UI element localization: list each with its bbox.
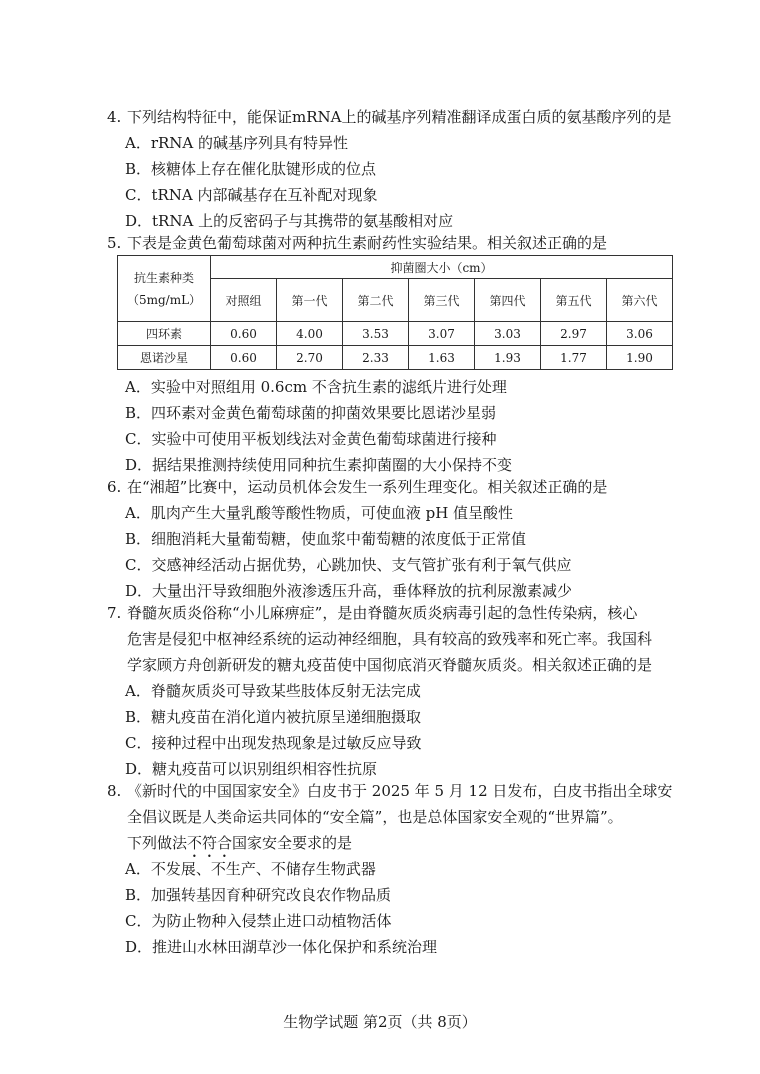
corner-line-1: 抗生素种类	[133, 270, 194, 285]
question-number: 4.	[107, 108, 122, 126]
column-header: 第六代	[607, 279, 673, 322]
option-a: A．不发展、不生产、不储存生物武器	[125, 860, 376, 878]
stem-text: 《新时代的中国国家安全》白皮书于 2025 年 5 月 12 日发布，白皮书指出全球安	[127, 782, 673, 800]
option-b: B．加强转基因育种研究改良农作物品质	[125, 886, 392, 904]
question-stem	[107, 778, 677, 804]
column-header: 对照组	[211, 279, 277, 322]
option-c: C．实验中可使用平板划线法对金黄色葡萄球菌进行接种	[125, 430, 497, 448]
table-cell: 1.77	[541, 346, 607, 370]
row-header: 四环素	[118, 322, 211, 346]
table-cell: 0.60	[211, 322, 277, 346]
question-7	[107, 600, 677, 782]
stem-continuation: 全倡议既是人类命运共同体的“安全篇”，也是总体国家安全观的“世界篇”。	[127, 808, 623, 826]
table-cell: 2.97	[541, 322, 607, 346]
question-6	[107, 474, 677, 604]
option-b: B．糖丸疫苗在消化道内被抗原呈递细胞摄取	[125, 708, 422, 726]
table-cell: 1.63	[409, 346, 475, 370]
page-footer: 生物学试题 第2页（共 8页）	[283, 1013, 477, 1031]
question-5	[107, 230, 677, 256]
emphasized-text: 不符合	[187, 834, 233, 852]
question-number: 7.	[107, 604, 122, 622]
table-cell: 1.93	[475, 346, 541, 370]
corner-line-2: （5mg/mL）	[126, 292, 202, 307]
stem-text: 下列结构特征中，能保证mRNA上的碱基序列精准翻译成蛋白质的氨基酸序列的是	[127, 108, 672, 126]
table-cell: 2.70	[277, 346, 343, 370]
column-header: 第四代	[475, 279, 541, 322]
table-row	[118, 346, 673, 370]
table-cell: 3.07	[409, 322, 475, 346]
option-c: C．为防止物种入侵禁止进口动植物活体	[125, 912, 392, 930]
question-8	[107, 778, 677, 960]
stem-text: 下表是金黄色葡萄球菌对两种抗生素耐药性实验结果。相关叙述正确的是	[127, 234, 608, 252]
question-stem	[107, 230, 677, 256]
row-header: 恩诺沙星	[118, 346, 211, 370]
option-a: A．rRNA 的碱基序列具有特异性	[125, 134, 349, 152]
stem-text: 下列做法	[127, 834, 188, 852]
column-header: 第二代	[343, 279, 409, 322]
column-header: 第三代	[409, 279, 475, 322]
option-d: D．tRNA 上的反密码子与其携带的氨基酸相对应	[125, 212, 454, 230]
option-d: D．推进山水林田湖草沙一体化保护和系统治理	[125, 938, 438, 956]
stem-continuation: 危害是侵犯中枢神经系统的运动神经细胞，具有较高的致残率和死亡率。我国科	[127, 630, 653, 648]
question-number: 6.	[107, 478, 122, 496]
option-b: B．核糖体上存在催化肽键形成的位点	[125, 160, 377, 178]
stem-text: 脊髓灰质炎俗称“小儿麻痹症”，是由脊髓灰质炎病毒引起的急性传染病，核心	[127, 604, 638, 622]
question-number: 5.	[107, 234, 122, 252]
question-stem	[107, 104, 677, 130]
table-corner-header	[118, 256, 211, 322]
group-header: 抑菌圈大小（cm）	[211, 256, 673, 279]
stem-text: 国家安全要求的是	[232, 834, 353, 852]
option-b: B．四环素对金黄色葡萄球菌的抑菌效果要比恩诺沙星弱	[125, 404, 497, 422]
table-row	[118, 322, 673, 346]
option-d: D．糖丸疫苗可以识别组织相容性抗原	[125, 760, 378, 778]
option-d: D．大量出汗导致细胞外液渗透压升高，垂体释放的抗利尿激素减少	[125, 582, 573, 600]
table-cell: 3.03	[475, 322, 541, 346]
option-c: C．交感神经活动占据优势，心跳加快、支气管扩张有利于氧气供应	[125, 556, 572, 574]
table-cell: 3.06	[607, 322, 673, 346]
option-a: A．肌肉产生大量乳酸等酸性物质，可使血液 pH 值呈酸性	[125, 504, 514, 522]
stem-text: 在“湘超”比赛中，运动员机体会发生一系列生理变化。相关叙述正确的是	[127, 478, 608, 496]
results-table	[117, 255, 673, 370]
option-c: C．接种过程中出现发热现象是过敏反应导致	[125, 734, 422, 752]
question-4	[107, 104, 677, 234]
table-cell: 1.90	[607, 346, 673, 370]
stem-continuation: 学家顾方舟创新研发的糖丸疫苗使中国彻底消灭脊髓灰质炎。相关叙述正确的是	[127, 656, 653, 674]
option-a: A．实验中对照组用 0.6cm 不含抗生素的滤纸片进行处理	[125, 378, 507, 396]
option-b: B．细胞消耗大量葡萄糖，使血浆中葡萄糖的浓度低于正常值	[125, 530, 527, 548]
table-cell: 3.53	[343, 322, 409, 346]
column-header: 第五代	[541, 279, 607, 322]
stem-continuation	[107, 830, 677, 856]
option-a: A．脊髓灰质炎可导致某些肢体反射无法完成	[125, 682, 421, 700]
option-c: C．tRNA 内部碱基存在互补配对现象	[125, 186, 378, 204]
table-cell: 2.33	[343, 346, 409, 370]
option-d: D．据结果推测持续使用同种抗生素抑菌圈的大小保持不变	[125, 456, 513, 474]
question-5-options	[107, 374, 677, 478]
column-header: 第一代	[277, 279, 343, 322]
table-cell: 0.60	[211, 346, 277, 370]
question-stem	[107, 474, 677, 500]
question-stem	[107, 600, 677, 626]
table-cell: 4.00	[277, 322, 343, 346]
question-number: 8.	[107, 782, 122, 800]
